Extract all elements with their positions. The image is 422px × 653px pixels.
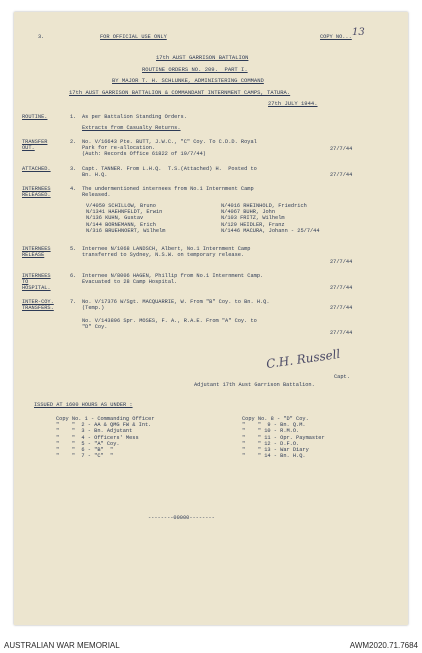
section-label: TRANSFER OUT. bbox=[22, 139, 48, 152]
section-date: 27/7/44 bbox=[330, 146, 353, 152]
section-text: No. V/16643 Pte. BUTT, J.W.C., "C" Coy. To C.D.D. Royal Park for re-allocation. (Auth: Records Office 61822 of 19/7/44) bbox=[82, 139, 257, 158]
list-item: N/1446 MACURA, Johann - 25/7/44 bbox=[221, 227, 320, 234]
section-label: INTERNEES RELEASED. bbox=[22, 186, 51, 199]
section-date: 27/7/44 bbox=[330, 259, 353, 265]
list-item: N/144 BORNEMANN, Erich bbox=[86, 221, 156, 228]
section-number: 7. bbox=[70, 299, 77, 305]
list-item: Copy No. 1 - Commanding Officer bbox=[56, 416, 155, 422]
authority: BY MAJOR T. H. SCHLUNKE, ADMINISTERING COMMAND bbox=[112, 77, 264, 84]
list-item: N/103 FRITZ, Wilhelm bbox=[221, 215, 285, 222]
section-number: 3. bbox=[70, 166, 77, 172]
list-item: N/1341 HAEHNFELDT, Erwin bbox=[86, 209, 163, 216]
distribution-list-right bbox=[242, 416, 325, 459]
signature: C.H. Russell bbox=[265, 346, 342, 372]
list-item: N/4067 BUHR, John bbox=[221, 209, 276, 216]
section-text: No. V/17376 W/Sgt. MACQUARRIE, W. From "B" Coy. to Bn. H.Q. (Temp.) No. V/143896 Spr. MOSES, F. A., R.A.E. From "A" Coy. to "D" Coy. bbox=[82, 299, 270, 330]
list-item: " " 2 - AA & QMG FW & Int. bbox=[56, 422, 152, 429]
section-date: 27/7/44 bbox=[330, 330, 353, 336]
list-item: " " 12 - D.F.O. bbox=[242, 440, 300, 447]
section-label: INTERNEES TO HOSPITAL. bbox=[22, 273, 51, 292]
section-date: 27/7/44 bbox=[330, 305, 353, 311]
distribution-list-left bbox=[56, 416, 155, 459]
list-item: " " 3 - Bn. Adjutant bbox=[56, 428, 133, 435]
footer-accession: AWM2020.71.7684 bbox=[349, 641, 418, 650]
list-item: " " 11 - Opr. Paymaster bbox=[242, 434, 325, 441]
copy-label: COPY NO... bbox=[320, 34, 352, 40]
section-text: Capt. TANNER. From L.H.Q. T.S.(Attached) H. Posted to Bn. H.Q. bbox=[82, 166, 257, 179]
copy-number: 13 bbox=[352, 27, 365, 38]
orders-title: ROUTINE ORDERS NO. 209. PART I. bbox=[142, 66, 248, 73]
list-item: " " 10 - R.M.O. bbox=[242, 428, 300, 435]
issued-line: ISSUED AT 1600 HOURS AS UNDER : bbox=[34, 402, 133, 408]
list-item: N/129 HEIDLER, Franz bbox=[221, 221, 285, 228]
internee-list-left bbox=[86, 203, 165, 234]
section-text: The undermentioned internees from No.1 Internment Camp Released. bbox=[82, 186, 254, 199]
list-item: " " 14 - Bn. H.Q. bbox=[242, 453, 306, 460]
section-label: INTER-COY. TRANSFERS. bbox=[22, 299, 54, 312]
list-item: V/4059 SCHILLOW, Bruno bbox=[86, 203, 156, 209]
section-number: 6. bbox=[70, 273, 77, 279]
section-text: Internee N/8006 HAGEN, Phillip from No.1 Internment Camp. Evacuated to 28 Camp Hospital. bbox=[82, 273, 264, 286]
list-item: N/316 BRUEHNOERT, Wilhelm bbox=[86, 227, 166, 234]
section-text: As per Battalion Standing Orders. bbox=[82, 114, 187, 120]
list-item: " " 7 - "C" " bbox=[56, 453, 114, 460]
list-item: Copy No. 8 - "D" Coy. bbox=[242, 416, 309, 422]
unit-title: 17th AUST GARRISON BATTALION bbox=[156, 54, 249, 61]
list-item: " " 5 - "A" Coy. bbox=[56, 440, 120, 447]
section-label: ROUTINE. bbox=[22, 114, 48, 120]
subtitle: 17th AUST GARRISON BATTALION & COMMANDANT INTERNMENT CAMPS, TATURA. bbox=[69, 89, 291, 96]
page-number: 3. bbox=[38, 34, 45, 40]
signer-title: Adjutant 17th Aust Garrison Battalion. bbox=[194, 382, 315, 388]
document-sheet bbox=[14, 12, 408, 625]
classification: FOR OFFICIAL USE ONLY bbox=[100, 34, 167, 40]
section-subheading: Extracts from Casualty Returns. bbox=[82, 125, 181, 131]
section-number: 2. bbox=[70, 139, 77, 145]
section-number: 4. bbox=[70, 186, 77, 192]
internee-list-right bbox=[221, 203, 320, 234]
order-date: 27th JULY 1944. bbox=[268, 100, 318, 107]
list-item: " " 9 - Bn. Q.M. bbox=[242, 422, 306, 429]
list-item: N/136 KUHN, Gustav bbox=[86, 215, 144, 222]
section-text: Internee N/1068 LANDSCH, Albert, No.1 Internment Camp transferred to Sydney, N.S.W. on temporary release. bbox=[82, 246, 251, 259]
section-label: ATTACHED. bbox=[22, 166, 51, 172]
section-number: 1. bbox=[70, 114, 77, 120]
footer-source: AUSTRALIAN WAR MEMORIAL bbox=[4, 641, 120, 650]
section-date: 27/7/44 bbox=[330, 285, 353, 291]
list-item: " " 13 - War Diary bbox=[242, 446, 309, 453]
list-item: " " 4 - Officers' Mess bbox=[56, 434, 139, 441]
section-number: 5. bbox=[70, 246, 77, 252]
list-item: N/4016 RHEINHOLD, Friedrich bbox=[221, 203, 307, 209]
list-item: " " 6 - "B" " bbox=[56, 446, 114, 453]
section-date: 27/7/44 bbox=[330, 172, 353, 178]
section-label: INTERNEES RELEASE bbox=[22, 246, 51, 259]
signer-rank: Capt. bbox=[334, 374, 350, 380]
footer bbox=[0, 636, 422, 653]
end-mark: --------00000-------- bbox=[148, 515, 215, 521]
